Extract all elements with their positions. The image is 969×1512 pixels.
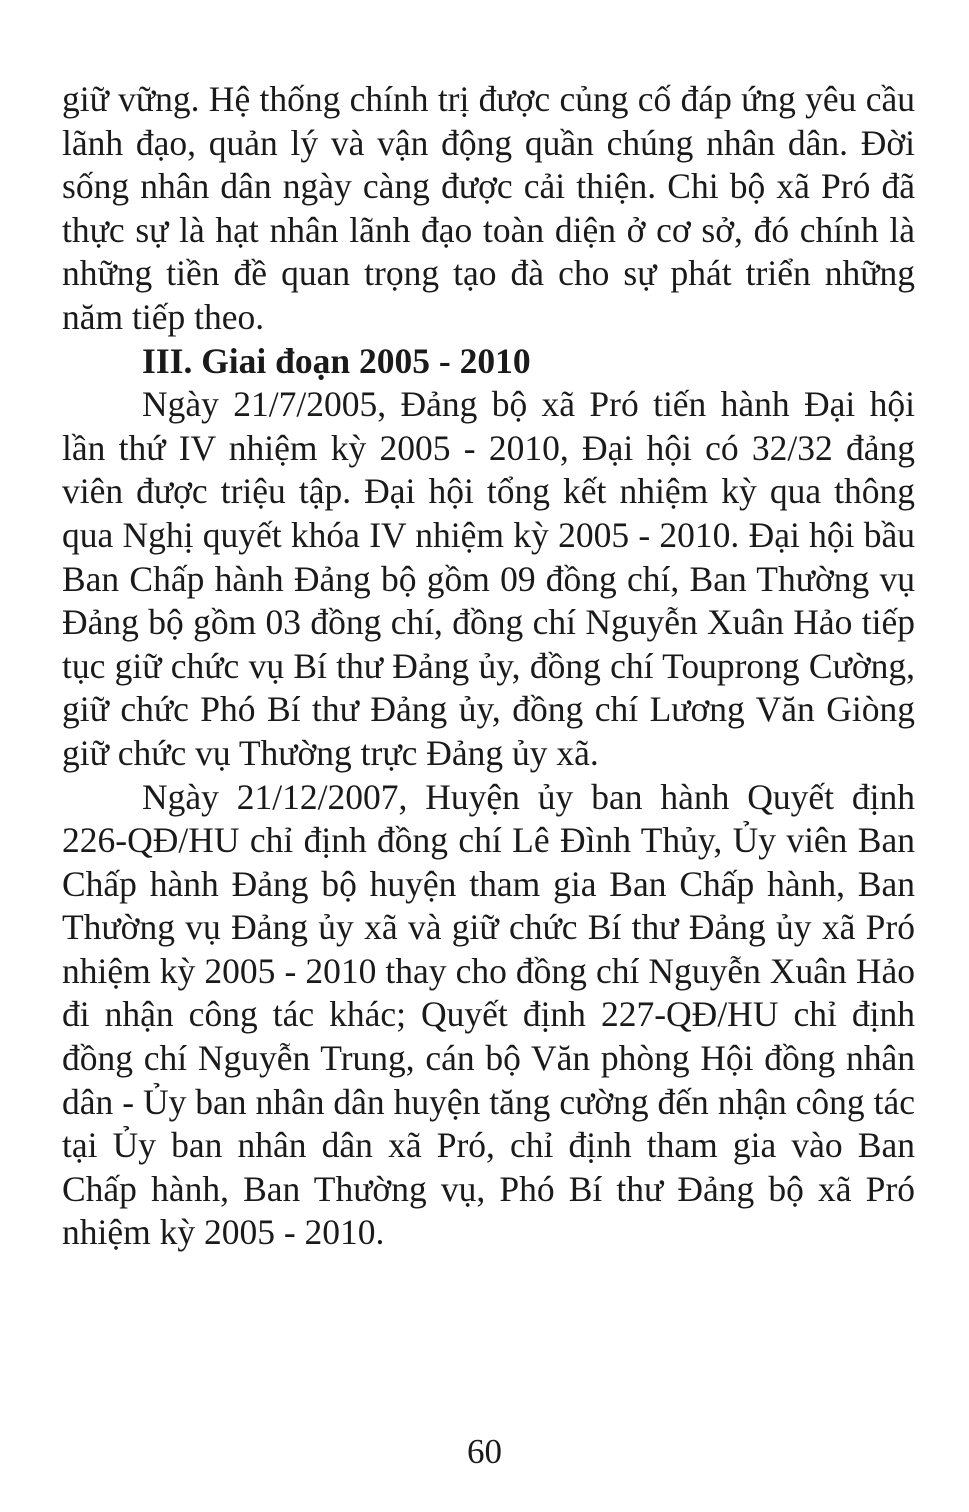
section-heading: III. Giai đoạn 2005 - 2010 (142, 340, 531, 381)
paragraph-decision-2007: Ngày 21/12/2007, Huyện ủy ban hành Quyết định 226-QĐ/HU chỉ định đồng chí Lê Đình Thủy, Ủy viên Ban Chấp hành Đảng bộ huyện tham gia Ban Chấp hành, Ban Thường vụ Đảng ủy xã và giữ chức Bí thư Đảng ủy xã Pró nhiệm kỳ 2005 - 2010 thay cho đồng chí Nguyễn Xuân Hảo đi nhận công tác khác; Quyết định 227-QĐ/HU chỉ định đồng chí Nguyễn Trung, cán bộ Văn phòng Hội đồng nhân dân - Ủy ban nhân dân huyện tăng cường đến nhận công tác tại Ủy ban nhân dân xã Pró, chỉ định tham gia vào Ban Chấp hành, Ban Thường vụ, Phó Bí thư Đảng bộ xã Pró nhiệm kỳ 2005 - 2010. (62, 776, 915, 1253)
continuation-paragraph: giữ vững. Hệ thống chính trị được củng cố đáp ứng yêu cầu lãnh đạo, quản lý và vận động quần chúng nhân dân. Đời sống nhân dân ngày càng được cải thiện. Chi bộ xã Pró đã thực sự là hạt nhân lãnh đạo toàn diện ở cơ sở, đó chính là những tiền đề quan trọng tạo đà cho sự phát triển những năm tiếp theo. (62, 79, 915, 337)
paragraph-congress-2005: Ngày 21/7/2005, Đảng bộ xã Pró tiến hành Đại hội lần thứ IV nhiệm kỳ 2005 - 2010, Đại hội có 32/32 đảng viên được triệu tập. Đại hội tổng kết nhiệm kỳ qua thông qua Nghị quyết khóa IV nhiệm kỳ 2005 - 2010. Đại hội bầu Ban Chấp hành Đảng bộ gồm 09 đồng chí, Ban Thường vụ Đảng bộ gồm 03 đồng chí, đồng chí Nguyễn Xuân Hảo tiếp tục giữ chức vụ Bí thư Đảng ủy, đồng chí Touprong Cường, giữ chức Phó Bí thư Đảng ủy, đồng chí Lương Văn Giòng giữ chức vụ Thường trực Đảng ủy xã. (62, 384, 915, 773)
page-body (62, 78, 915, 1255)
page-number: 60 (467, 1432, 502, 1471)
